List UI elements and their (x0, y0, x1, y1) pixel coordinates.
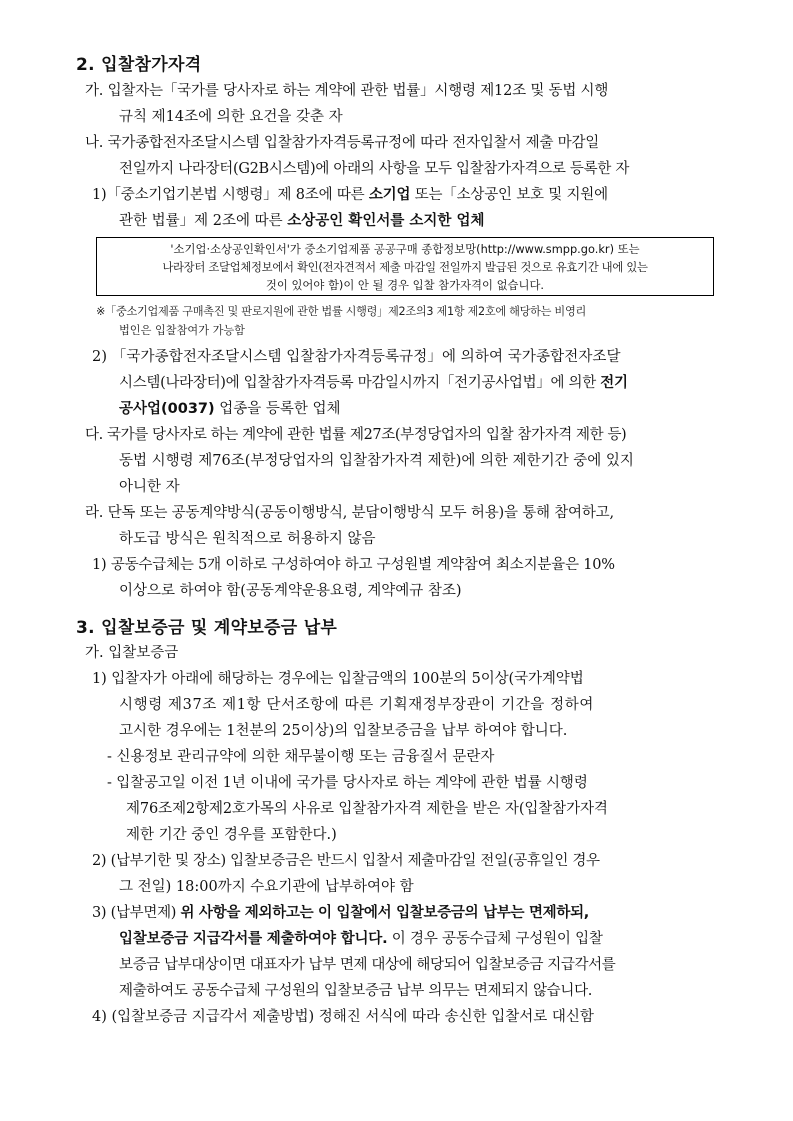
s2-item2-line-1: 2) 「국가종합전자조달시스템 입찰참가자격등록규정」에 의하여 국가종합전자조달 (92, 349, 621, 365)
s2-ra-item1-line-1: 1) 공동수급체는 5개 이하로 구성하여야 하고 구성원별 계약참여 최소지분율은 10% (92, 557, 615, 573)
section-3-heading: 3. 입찰보증금 및 계약보증금 납부 (76, 618, 338, 638)
s3-item2-line-1: 2) (납부기한 및 장소) 입찰보증금은 반드시 입찰서 제출마감일 전일(공휴일인 경우 (92, 853, 600, 869)
s2-da-line-3: 아니한 자 (119, 479, 180, 495)
s2-item1-emph-small-business: 소기업 (368, 187, 411, 203)
s3-item4-line: 4) (입찰보증금 지급각서 제출방법) 정해진 서식에 따라 송신한 입찰서로 대신함 (92, 1009, 594, 1025)
section-2-heading: 2. 입찰참가자격 (76, 55, 202, 75)
s2-item1-line-2 (119, 210, 484, 232)
notice-box-line-3: 것이 있어야 함)이 안 될 경우 입찰 참가자격이 없습니다. (265, 278, 545, 292)
s2-ga-line-1: 가. 입찰자는「국가를 당사자로 하는 계약에 관한 법률」시행령 제12조 및 동법 시행 (85, 83, 609, 99)
s2-item2-line-3 (119, 398, 341, 420)
s2-item2-emph-electric: 전기 (600, 375, 628, 391)
notice-box (96, 237, 714, 296)
s2-item2-text-b: 시스템(나라장터)에 입찰참가자격등록 마감일시까지「전기공사업법」에 의한 (119, 375, 601, 391)
s2-ra-line-2: 하도급 방식은 원칙적으로 허용하지 않음 (119, 531, 376, 547)
s3-dash-1: - 신용정보 관리규약에 의한 채무불이행 또는 금융질서 문란자 (107, 749, 495, 765)
s3-dash-2-line-2: 제76조제2항제2호가목의 사유로 입찰참가자격 제한을 받은 자(입찰참가자격 (126, 801, 608, 817)
s2-item2-text-e: 업종을 등록한 업체 (214, 401, 341, 417)
s3-dash-2-line-1: - 입찰공고일 이전 1년 이내에 국가를 당사자로 하는 계약에 관한 법률 시행령 (107, 775, 588, 791)
s3-item3-line-1 (92, 902, 589, 924)
s3-item3-line-2 (119, 928, 603, 950)
s2-da-line-2: 동법 시행령 제76조(부정당업자의 입찰참가자격 제한)에 의한 제한기간 중에 있지 (119, 453, 634, 469)
s3-item3-line-4: 제출하여도 공동수급체 구성원의 입찰보증금 납부 의무는 면제되지 않습니다. (119, 983, 593, 999)
notice-box-line-2: 나라장터 조달업체정보에서 확인(전자견적서 제출 마감일 전일까지 발급된 것으로 유효기간 내에 있는 (162, 260, 648, 274)
s2-item1-text-a: 1)「중소기업기본법 시행령」제 8조에 따른 (92, 187, 369, 203)
notice-box-line-1: '소기업·소상공인확인서'가 중소기업제품 공공구매 종합정보망(http://www.smpp.go.kr) 또는 (170, 242, 640, 256)
s2-item1-line-1 (92, 184, 608, 206)
s2-ra-item1-line-2: 이상으로 하여야 함(공동계약운용요령, 계약예규 참조) (119, 583, 462, 599)
s3-item3-text-a: 3) (납부면제) (92, 905, 181, 921)
s3-item3-emph-submit: 입찰보증금 지급각서를 제출하여야 합니다. (119, 931, 388, 947)
footnote-line-1: ※「중소기업제품 구매촉진 및 판로지원에 관한 법률 시행령」제2조의3 제1항 제2호에 해당하는 비영리 (96, 305, 586, 318)
s3-item2-line-2: 그 전일) 18:00까지 수요기관에 납부하여야 함 (119, 879, 414, 895)
s2-na-line-2: 전일까지 나라장터(G2B시스템)에 아래의 사항을 모두 입찰참가자격으로 등록한 자 (119, 161, 630, 177)
s2-ga-line-2: 규칙 제14조에 의한 요건을 갖춘 자 (119, 109, 343, 125)
s2-na-line-1: 나. 국가종합전자조달시스템 입찰참가자격등록규정에 따라 전자입찰서 제출 마감일 (85, 135, 600, 151)
s2-ra-line-1: 라. 단독 또는 공동계약방식(공동이행방식, 분담이행방식 모두 허용)을 통해 참여하고, (85, 505, 614, 521)
s3-item3-text-d: 이 경우 공동수급체 구성원이 입찰 (387, 931, 603, 947)
s2-item2-emph-code: 공사업(0037) (119, 401, 215, 417)
s2-item2-line-2 (119, 372, 628, 394)
s2-item1-emph-certificate: 소상공인 확인서를 소지한 업체 (287, 213, 485, 229)
s2-item1-text-d: 관한 법률」제 2조에 따른 (119, 213, 288, 229)
footnote-line-2: 법인은 입찰참여가 가능함 (119, 324, 245, 337)
s3-item1-line-3: 고시한 경우에는 1천분의 25이상)의 입찰보증금을 납부 하여야 합니다. (119, 723, 568, 739)
s3-dash-2-line-3: 제한 기간 중인 경우를 포함한다.) (126, 827, 337, 843)
s3-item1-line-2: 시행령 제37조 제1항 단서조항에 따른 기획재정부장관이 기간을 정하여 (119, 697, 594, 713)
s3-item1-line-1: 1) 입찰자가 아래에 해당하는 경우에는 입찰금액의 100분의 5이상(국가계약법 (92, 671, 584, 687)
s3-item3-emph-exemption: 위 사항을 제외하고는 이 입찰에서 입찰보증금의 납부는 면제하되, (180, 905, 589, 921)
s2-item1-text-c: 또는「소상공인 보호 및 지원에 (410, 187, 608, 203)
s3-item3-line-3: 보증금 납부대상이면 대표자가 납부 면제 대상에 해당되어 입찰보증금 지급각서를 (119, 957, 616, 973)
s3-ga-line: 가. 입찰보증금 (85, 645, 179, 661)
s2-da-line-1: 다. 국가를 당사자로 하는 계약에 관한 법률 제27조(부정당업자의 입찰 참가자격 제한 등) (85, 427, 627, 443)
